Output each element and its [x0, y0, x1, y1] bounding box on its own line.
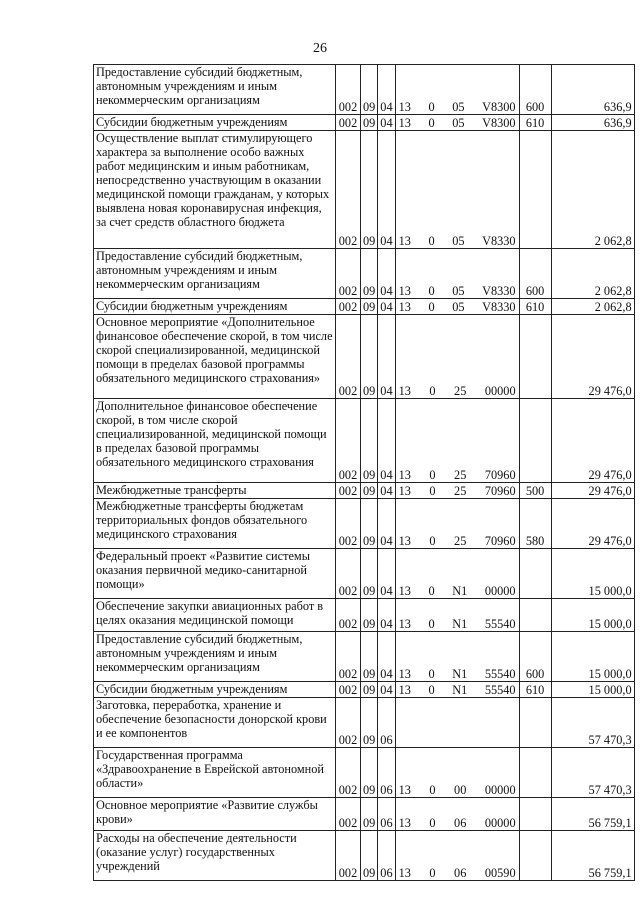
row-ved: 002: [336, 65, 361, 115]
csr-event: 25: [454, 484, 467, 498]
csr-event: 05: [452, 116, 465, 130]
row-name: Субсидии бюджетным учреждениям: [94, 115, 336, 131]
table-row: [94, 698, 635, 748]
row-sum: 15 000,0: [551, 682, 634, 698]
row-csr: [395, 131, 519, 249]
row-pr: 04: [378, 65, 395, 115]
row-name: Субсидии бюджетным учреждениям: [94, 682, 336, 698]
row-pr: 04: [378, 682, 395, 698]
csr-direction: 55540: [484, 617, 516, 631]
row-rz: 09: [361, 249, 378, 299]
row-vr: [519, 599, 551, 632]
csr-event: 05: [452, 300, 465, 314]
row-name: Основное мероприятие «Развитие службы крови»: [94, 798, 336, 831]
csr-subprogram: 0: [429, 468, 436, 482]
row-pr: 06: [378, 798, 395, 831]
csr-event: 05: [452, 284, 465, 298]
row-vr: [519, 549, 551, 599]
row-sum: 29 476,0: [551, 483, 634, 499]
row-sum: 636,9: [551, 65, 634, 115]
row-csr: [395, 315, 519, 399]
csr-direction: V8300: [482, 116, 516, 130]
row-vr: 600: [519, 632, 551, 682]
row-sum: 56 759,1: [551, 798, 634, 831]
row-pr: 04: [378, 299, 395, 315]
row-pr: 04: [378, 549, 395, 599]
row-sum: 15 000,0: [551, 632, 634, 682]
row-pr: 04: [378, 399, 395, 483]
row-ved: 002: [336, 748, 361, 798]
row-csr: [395, 698, 519, 748]
row-sum: 29 476,0: [551, 399, 634, 483]
row-rz: 09: [361, 315, 378, 399]
row-ved: 002: [336, 315, 361, 399]
csr-subprogram: 0: [429, 816, 436, 830]
row-csr: [395, 599, 519, 632]
row-rz: 09: [361, 682, 378, 698]
csr-direction: 55540: [484, 683, 516, 697]
csr-event: 06: [454, 866, 467, 880]
row-vr: 600: [519, 65, 551, 115]
row-name: Государственная программа «Здравоохранение в Еврейской автономной области»: [94, 748, 336, 798]
table-row: [94, 549, 635, 599]
row-csr: [395, 549, 519, 599]
row-rz: 09: [361, 115, 378, 131]
csr-program: 13: [398, 617, 411, 631]
csr-program: 13: [398, 468, 411, 482]
row-rz: 09: [361, 831, 378, 881]
csr-program: 13: [398, 484, 411, 498]
row-csr: [395, 499, 519, 549]
csr-subprogram: 0: [429, 484, 436, 498]
csr-event: 25: [454, 468, 467, 482]
row-vr: [519, 131, 551, 249]
row-pr: 04: [378, 115, 395, 131]
row-ved: 002: [336, 798, 361, 831]
row-name: Расходы на обеспечение деятельности (оказание услуг) государственных учреждений: [94, 831, 336, 881]
csr-subprogram: 0: [428, 116, 435, 130]
table-row: [94, 632, 635, 682]
row-vr: 610: [519, 299, 551, 315]
row-rz: 09: [361, 499, 378, 549]
csr-subprogram: 0: [428, 300, 435, 314]
csr-subprogram: 0: [428, 584, 435, 598]
row-csr: [395, 831, 519, 881]
row-name: Межбюджетные трансферты бюджетам территориальных фондов обязательного медицинского страхования: [94, 499, 336, 549]
csr-event: 05: [452, 100, 465, 114]
csr-program: 13: [398, 683, 411, 697]
csr-subprogram: 0: [429, 783, 436, 797]
table-row: [94, 399, 635, 483]
csr-event: 05: [452, 234, 465, 248]
row-vr: 580: [519, 499, 551, 549]
row-vr: 610: [519, 682, 551, 698]
table-row: [94, 115, 635, 131]
row-csr: [395, 115, 519, 131]
row-ved: 002: [336, 115, 361, 131]
csr-direction: 00590: [484, 866, 516, 880]
row-name: Межбюджетные трансферты: [94, 483, 336, 499]
row-ved: 002: [336, 549, 361, 599]
row-rz: 09: [361, 299, 378, 315]
csr-direction: 00000: [484, 384, 516, 398]
csr-subprogram: 0: [428, 667, 435, 681]
csr-program: 13: [398, 584, 411, 598]
row-name: Федеральный проект «Развитие системы оказания первичной медико-санитарной помощи»: [94, 549, 336, 599]
csr-program: 13: [398, 534, 411, 548]
csr-event: N1: [452, 617, 468, 631]
budget-table: [93, 64, 635, 881]
row-csr: [395, 483, 519, 499]
row-csr: [395, 748, 519, 798]
csr-direction: V8330: [482, 300, 516, 314]
row-vr: 610: [519, 115, 551, 131]
csr-program: 13: [398, 284, 411, 298]
row-name: Предоставление субсидий бюджетным, автономным учреждениям и иным некоммерческим организациям: [94, 632, 336, 682]
csr-subprogram: 0: [429, 866, 436, 880]
csr-program: 13: [398, 384, 411, 398]
row-csr: [395, 682, 519, 698]
row-name: Предоставление субсидий бюджетным, автономным учреждениям и иным некоммерческим организациям: [94, 65, 336, 115]
row-rz: 09: [361, 798, 378, 831]
row-name: Дополнительное финансовое обеспечение скорой, в том числе скорой специализированной, медицинской помощи в пределах базовой программы обязательного медицинского страхования: [94, 399, 336, 483]
csr-program: 13: [398, 300, 411, 314]
csr-event: N1: [452, 667, 468, 681]
csr-program: 13: [398, 783, 411, 797]
csr-direction: 70960: [484, 484, 516, 498]
row-sum: 2 062,8: [551, 249, 634, 299]
csr-event: 00: [454, 783, 467, 797]
row-sum: 29 476,0: [551, 499, 634, 549]
row-rz: 09: [361, 632, 378, 682]
row-name: Субсидии бюджетным учреждениям: [94, 299, 336, 315]
row-ved: 002: [336, 831, 361, 881]
csr-direction: 00000: [484, 584, 516, 598]
row-csr: [395, 632, 519, 682]
page-number: 26: [313, 41, 327, 56]
csr-program: 13: [398, 116, 411, 130]
row-csr: [395, 65, 519, 115]
csr-subprogram: 0: [428, 617, 435, 631]
csr-event: N1: [452, 584, 468, 598]
csr-subprogram: 0: [429, 384, 436, 398]
row-ved: 002: [336, 131, 361, 249]
row-pr: 04: [378, 249, 395, 299]
csr-subprogram: 0: [429, 534, 436, 548]
row-rz: 09: [361, 131, 378, 249]
row-rz: 09: [361, 549, 378, 599]
row-vr: [519, 748, 551, 798]
table-row: [94, 599, 635, 632]
row-vr: [519, 399, 551, 483]
row-ved: 002: [336, 599, 361, 632]
row-name: Основное мероприятие «Дополнительное финансовое обеспечение скорой, в том числе скорой специализированной, медицинской помощи в пределах базовой программы обязательного медицинского страхования»: [94, 315, 336, 399]
csr-direction: V8330: [482, 284, 516, 298]
table-row: [94, 499, 635, 549]
row-rz: 09: [361, 65, 378, 115]
csr-program: 13: [398, 100, 411, 114]
csr-subprogram: 0: [428, 284, 435, 298]
row-ved: 002: [336, 682, 361, 698]
row-sum: 56 759,1: [551, 831, 634, 881]
csr-direction: V8300: [482, 100, 516, 114]
row-csr: [395, 249, 519, 299]
row-ved: 002: [336, 499, 361, 549]
row-name: Заготовка, переработка, хранение и обеспечение безопасности донорской крови и ее компонентов: [94, 698, 336, 748]
row-vr: 500: [519, 483, 551, 499]
row-csr: [395, 798, 519, 831]
row-vr: [519, 831, 551, 881]
row-sum: 57 470,3: [551, 748, 634, 798]
csr-event: 25: [454, 384, 467, 398]
row-rz: 09: [361, 748, 378, 798]
row-vr: 600: [519, 249, 551, 299]
row-sum: 2 062,8: [551, 131, 634, 249]
row-pr: 04: [378, 632, 395, 682]
table-row: [94, 748, 635, 798]
row-vr: [519, 698, 551, 748]
row-pr: 04: [378, 131, 395, 249]
row-ved: 002: [336, 249, 361, 299]
table-row: [94, 315, 635, 399]
csr-direction: 55540: [484, 667, 516, 681]
csr-subprogram: 0: [428, 234, 435, 248]
row-ved: 002: [336, 632, 361, 682]
csr-subprogram: 0: [428, 683, 435, 697]
row-vr: [519, 315, 551, 399]
row-rz: 09: [361, 399, 378, 483]
table-row: [94, 798, 635, 831]
csr-direction: 00000: [484, 816, 516, 830]
csr-direction: 70960: [484, 468, 516, 482]
table-row: [94, 65, 635, 115]
row-sum: 15 000,0: [551, 599, 634, 632]
row-pr: 04: [378, 483, 395, 499]
csr-program: 13: [398, 234, 411, 248]
csr-event: 06: [454, 816, 467, 830]
row-rz: 09: [361, 483, 378, 499]
table-row: [94, 682, 635, 698]
row-rz: 09: [361, 698, 378, 748]
csr-program: 13: [398, 667, 411, 681]
row-csr: [395, 299, 519, 315]
row-vr: [519, 798, 551, 831]
row-sum: 29 476,0: [551, 315, 634, 399]
row-ved: 002: [336, 299, 361, 315]
row-rz: 09: [361, 599, 378, 632]
table-row: [94, 299, 635, 315]
table-row: [94, 131, 635, 249]
row-ved: 002: [336, 399, 361, 483]
csr-event: 25: [454, 534, 467, 548]
row-sum: 636,9: [551, 115, 634, 131]
row-ved: 002: [336, 698, 361, 748]
row-pr: 06: [378, 698, 395, 748]
row-pr: 04: [378, 599, 395, 632]
row-pr: 06: [378, 748, 395, 798]
csr-program: 13: [398, 816, 411, 830]
csr-subprogram: 0: [428, 100, 435, 114]
row-csr: [395, 399, 519, 483]
row-pr: 06: [378, 831, 395, 881]
csr-direction: 70960: [484, 534, 516, 548]
row-sum: 57 470,3: [551, 698, 634, 748]
table-row: [94, 483, 635, 499]
csr-direction: 00000: [484, 783, 516, 797]
row-sum: 2 062,8: [551, 299, 634, 315]
row-sum: 15 000,0: [551, 549, 634, 599]
row-pr: 04: [378, 499, 395, 549]
table-row: [94, 831, 635, 881]
table-row: [94, 249, 635, 299]
row-name: Предоставление субсидий бюджетным, автономным учреждениям и иным некоммерческим организациям: [94, 249, 336, 299]
row-name: Осуществление выплат стимулирующего характера за выполнение особо важных работ медицинским и иным работникам, непосредственно участвующим в оказании медицинской помощи гражданам, у которых выявлена новая коронавирусная инфекция, за счет средств областного бюджета: [94, 131, 336, 249]
csr-event: N1: [452, 683, 468, 697]
row-name: Обеспечение закупки авиационных работ в целях оказания медицинской помощи: [94, 599, 336, 632]
csr-direction: V8330: [482, 234, 516, 248]
row-ved: 002: [336, 483, 361, 499]
csr-program: 13: [398, 866, 411, 880]
row-pr: 04: [378, 315, 395, 399]
